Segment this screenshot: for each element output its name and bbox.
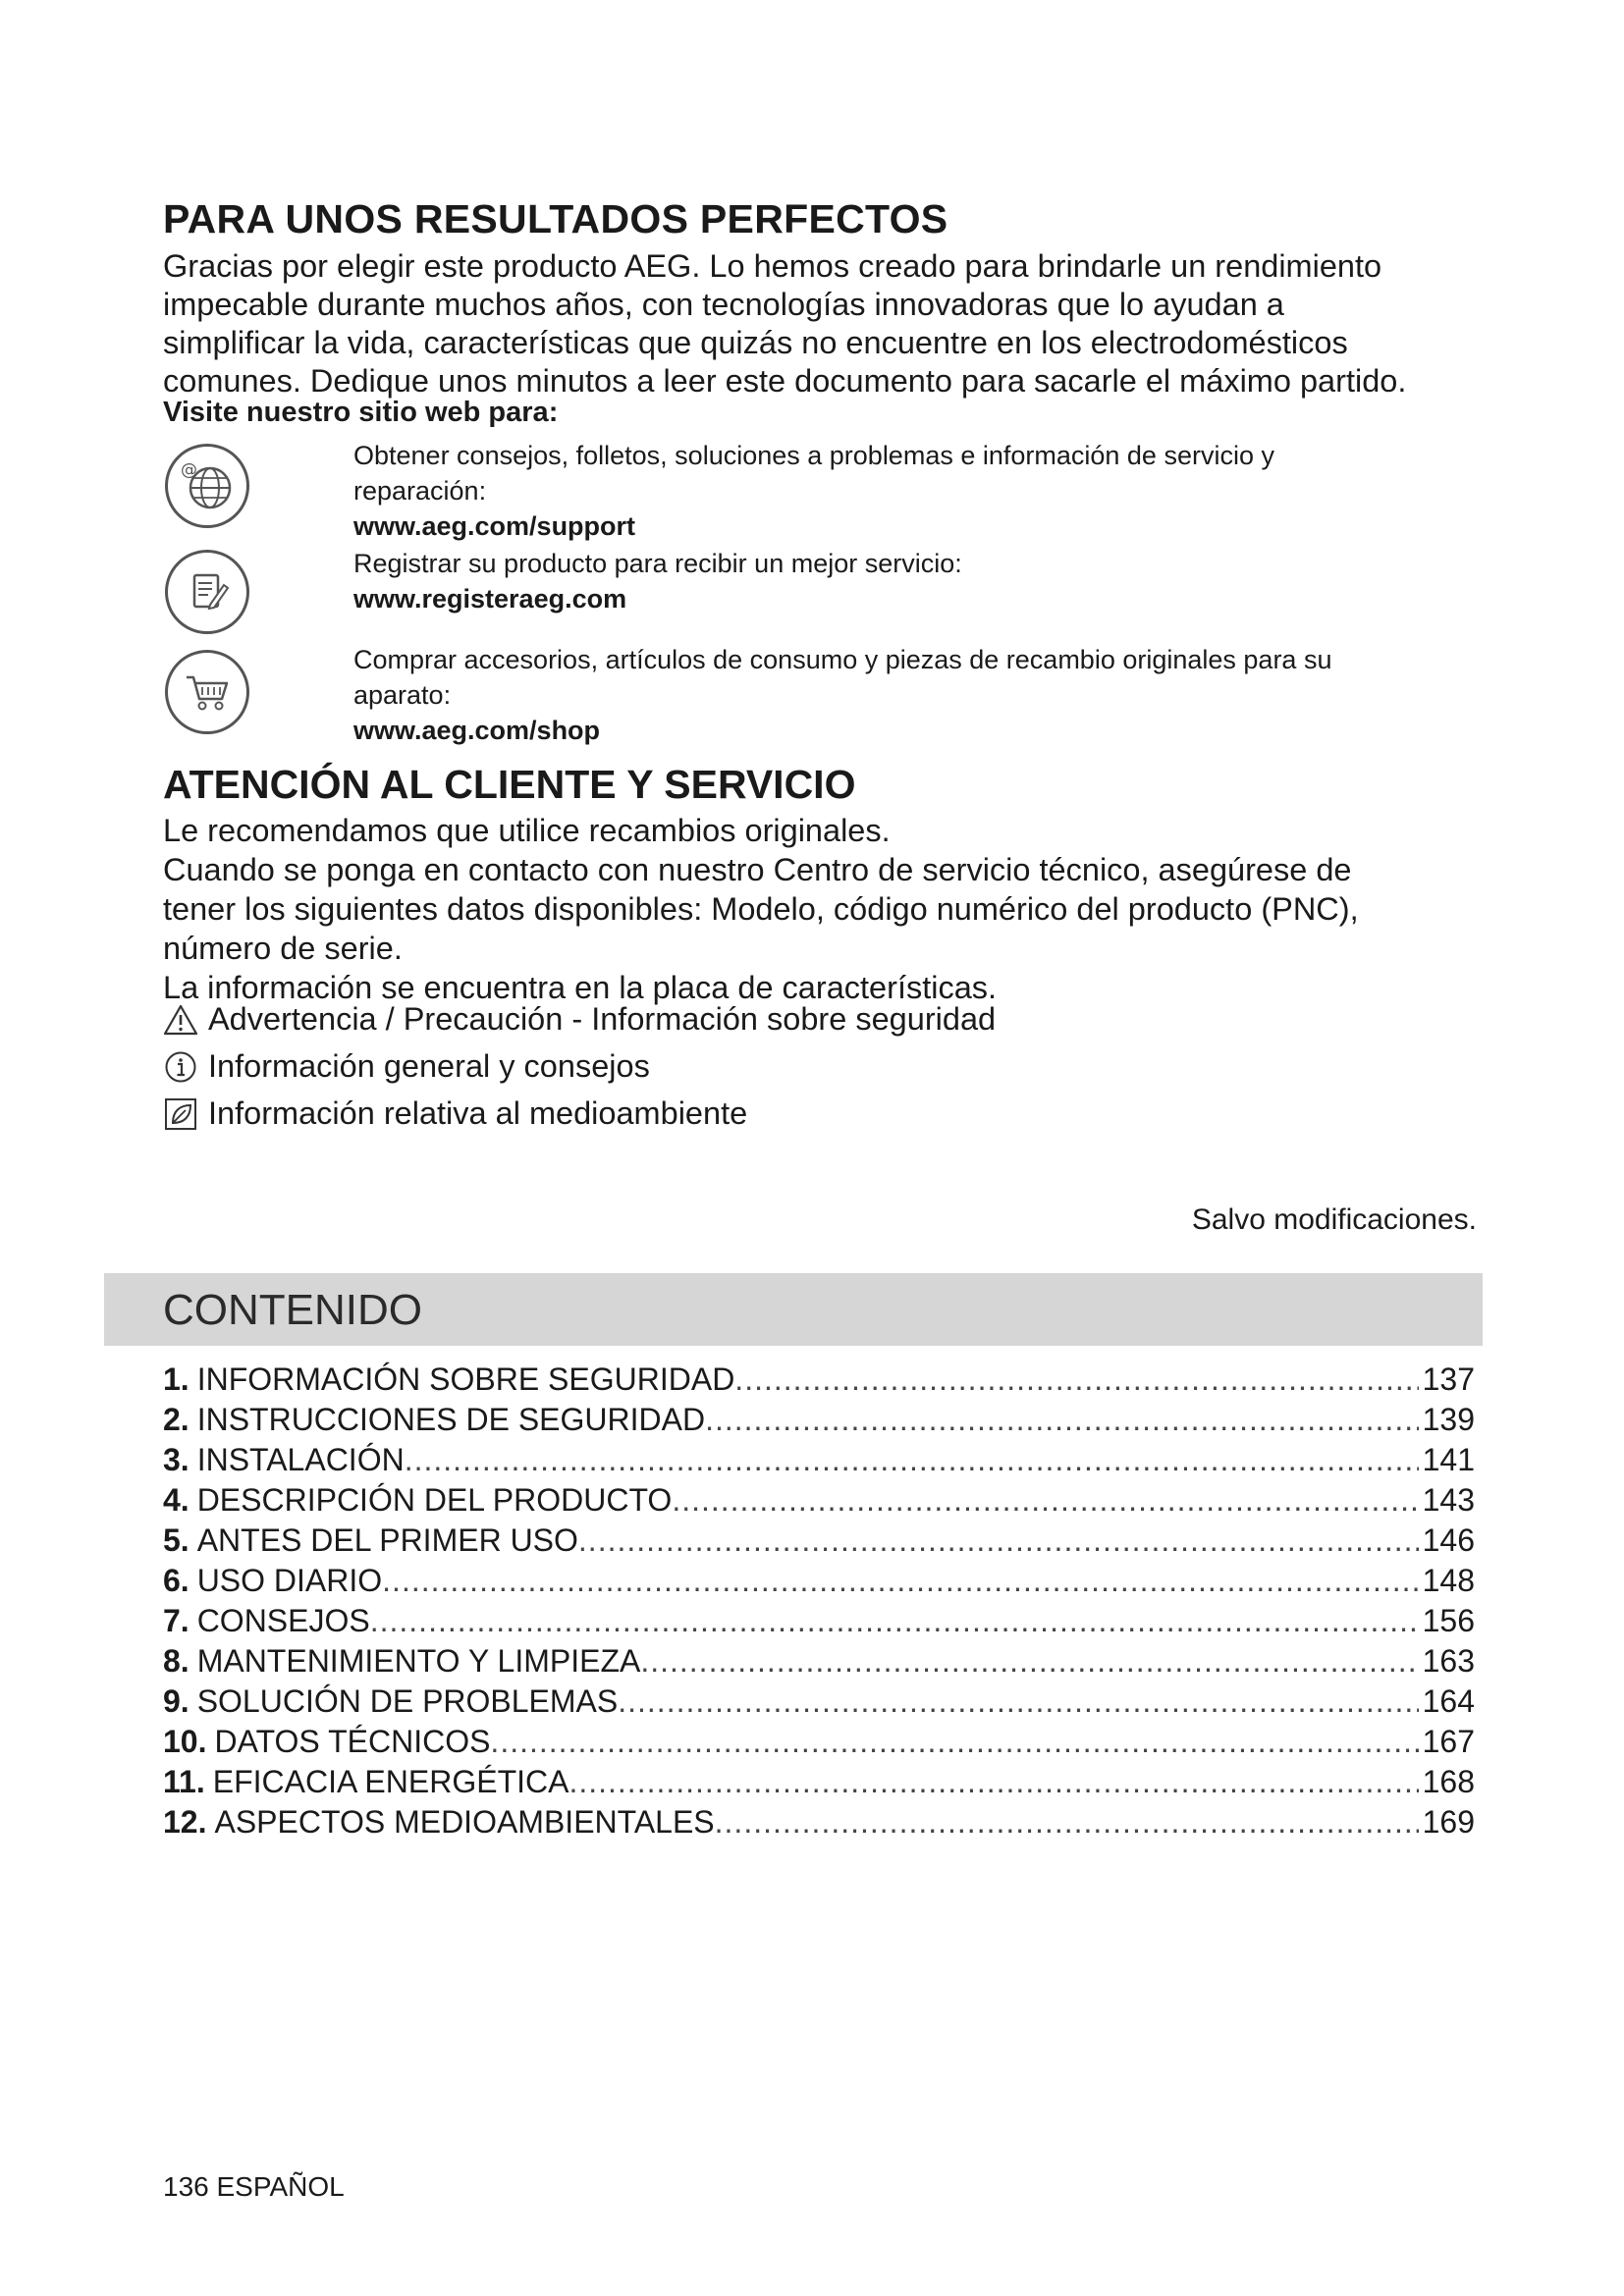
toc-leader xyxy=(640,1641,1418,1682)
toc-leader xyxy=(734,1360,1418,1400)
toc-number: 3. xyxy=(163,1442,189,1477)
toc-item[interactable] xyxy=(163,1561,1475,1601)
service-line: número de serie. xyxy=(163,931,403,966)
section-title-results: PARA UNOS RESULTADOS PERFECTOS xyxy=(163,196,948,241)
shop-link[interactable]: www.aeg.com/shop xyxy=(353,716,601,745)
toc-leader xyxy=(578,1521,1419,1561)
toc-page: 156 xyxy=(1422,1603,1475,1638)
service-line: Cuando se ponga en contacto con nuestro Centro de servicio técnico, asegúrese de xyxy=(163,852,1352,887)
register-form-icon xyxy=(165,550,249,634)
legend-info xyxy=(163,1048,650,1085)
service-paragraph xyxy=(163,811,1479,1007)
intro-line: impecable durante muchos años, con tecnologías innovadoras que lo ayudan a xyxy=(163,287,1284,322)
toc-item[interactable] xyxy=(163,1601,1475,1641)
toc-label: DESCRIPCIÓN DEL PRODUCTO xyxy=(196,1482,673,1518)
toc-page: 164 xyxy=(1422,1683,1475,1719)
shopping-cart-icon xyxy=(165,650,249,734)
toc-label: ANTES DEL PRIMER USO xyxy=(196,1522,578,1558)
toc-page: 163 xyxy=(1422,1643,1475,1679)
legend-text: Información general y consejos xyxy=(208,1048,650,1084)
register-link[interactable]: www.registeraeg.com xyxy=(353,584,627,614)
toc-label: SOLUCIÓN DE PROBLEMAS xyxy=(196,1683,619,1719)
table-of-contents xyxy=(163,1360,1475,1842)
toc-label: CONSEJOS xyxy=(196,1603,370,1638)
toc-page: 141 xyxy=(1422,1442,1475,1477)
service-line: tener los siguientes datos disponibles: Modelo, código numérico del producto (PNC), xyxy=(163,891,1359,927)
toc-page: 137 xyxy=(1422,1362,1475,1397)
web-item-text: reparación: xyxy=(353,476,487,506)
toc-number: 12. xyxy=(163,1804,207,1840)
web-item-shop xyxy=(353,642,1463,748)
toc-number: 10. xyxy=(163,1724,207,1759)
environment-leaf-icon xyxy=(163,1096,198,1132)
legend-warning xyxy=(163,1001,996,1038)
legend-text: Advertencia / Precaución - Información sobre seguridad xyxy=(208,1001,997,1037)
toc-item[interactable] xyxy=(163,1521,1475,1561)
toc-number: 4. xyxy=(163,1482,189,1518)
toc-label: ASPECTOS MEDIOAMBIENTALES xyxy=(214,1804,715,1840)
warning-triangle-icon xyxy=(163,1002,198,1038)
toc-label: INSTRUCCIONES DE SEGURIDAD xyxy=(196,1402,706,1437)
service-line: Le recomendamos que utilice recambios originales. xyxy=(163,813,891,848)
info-circle-icon xyxy=(163,1049,198,1085)
web-item-text: Registrar su producto para recibir un mejor servicio: xyxy=(353,549,962,578)
toc-number: 11. xyxy=(163,1764,205,1799)
toc-page: 146 xyxy=(1422,1522,1475,1558)
toc-label: USO DIARIO xyxy=(196,1563,383,1598)
toc-item[interactable] xyxy=(163,1360,1475,1400)
toc-leader xyxy=(490,1722,1418,1762)
toc-number: 2. xyxy=(163,1402,189,1437)
changes-note: Salvo modificaciones. xyxy=(1191,1203,1477,1236)
web-item-text: aparato: xyxy=(353,680,452,710)
toc-label: DATOS TÉCNICOS xyxy=(214,1724,491,1759)
toc-leader xyxy=(382,1561,1418,1601)
svg-text:@: @ xyxy=(181,460,197,480)
web-item-support xyxy=(353,438,1463,544)
globe-support-icon xyxy=(165,444,249,528)
toc-leader xyxy=(672,1480,1418,1521)
toc-page: 139 xyxy=(1422,1402,1475,1437)
toc-item[interactable] xyxy=(163,1722,1475,1762)
toc-label: EFICACIA ENERGÉTICA xyxy=(212,1764,569,1799)
toc-item[interactable] xyxy=(163,1682,1475,1722)
toc-leader xyxy=(705,1400,1419,1440)
toc-leader xyxy=(715,1802,1419,1842)
toc-page: 148 xyxy=(1422,1563,1475,1598)
toc-item[interactable] xyxy=(163,1802,1475,1842)
toc-leader xyxy=(405,1440,1419,1480)
toc-leader xyxy=(618,1682,1418,1722)
toc-label: INSTALACIÓN xyxy=(196,1442,405,1477)
toc-item[interactable] xyxy=(163,1480,1475,1521)
toc-page: 167 xyxy=(1422,1724,1475,1759)
toc-number: 7. xyxy=(163,1603,189,1638)
intro-paragraph xyxy=(163,247,1479,400)
service-line: La información se encuentra en la placa de características. xyxy=(163,970,998,1005)
toc-number: 8. xyxy=(163,1643,189,1679)
support-link[interactable]: www.aeg.com/support xyxy=(353,511,636,541)
page-footer: 136 ESPAÑOL xyxy=(163,2171,345,2202)
toc-item[interactable] xyxy=(163,1762,1475,1802)
intro-line: simplificar la vida, características que quizás no encuentre en los electrodomésticos xyxy=(163,325,1348,360)
toc-leader xyxy=(370,1601,1419,1641)
toc-number: 6. xyxy=(163,1563,189,1598)
web-item-text: Obtener consejos, folletos, soluciones a problemas e información de servicio y xyxy=(353,441,1274,470)
intro-line: Gracias por elegir este producto AEG. Lo hemos creado para brindarle un rendimiento xyxy=(163,248,1382,284)
intro-line: comunes. Dedique unos minutos a leer este documento para sacarle el máximo partido. xyxy=(163,363,1407,399)
legend-text: Información relativa al medioambiente xyxy=(208,1095,748,1131)
web-item-register xyxy=(353,546,1463,616)
toc-number: 5. xyxy=(163,1522,189,1558)
toc-page: 143 xyxy=(1422,1482,1475,1518)
toc-number: 1. xyxy=(163,1362,189,1397)
toc-label: MANTENIMIENTO Y LIMPIEZA xyxy=(196,1643,641,1679)
toc-item[interactable] xyxy=(163,1400,1475,1440)
web-item-text: Comprar accesorios, artículos de consumo y piezas de recambio originales para su xyxy=(353,645,1332,674)
contents-title: CONTENIDO xyxy=(163,1286,422,1334)
toc-page: 169 xyxy=(1422,1804,1475,1840)
visit-website-label: Visite nuestro sitio web para: xyxy=(163,397,559,428)
toc-number: 9. xyxy=(163,1683,189,1719)
toc-leader xyxy=(568,1762,1418,1802)
section-title-service: ATENCIÓN AL CLIENTE Y SERVICIO xyxy=(163,762,856,807)
toc-label: INFORMACIÓN SOBRE SEGURIDAD xyxy=(196,1362,735,1397)
toc-page: 168 xyxy=(1422,1764,1475,1799)
toc-item[interactable] xyxy=(163,1641,1475,1682)
legend-environment xyxy=(163,1095,747,1132)
toc-item[interactable] xyxy=(163,1440,1475,1480)
